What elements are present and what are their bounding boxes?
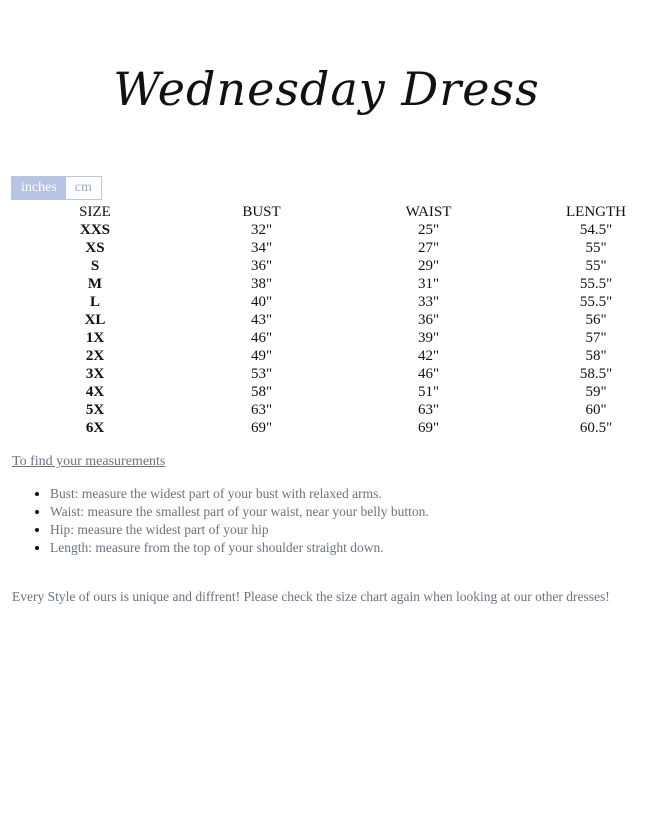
length-cell: 59" xyxy=(585,384,607,400)
page-title: Wednesday Dress xyxy=(113,62,540,116)
size-cell: 5X xyxy=(85,402,105,418)
size-cell: XL xyxy=(84,312,106,328)
unit-toggle xyxy=(11,176,102,200)
size-cell: 1X xyxy=(85,330,105,346)
header-waist: WAIST xyxy=(405,204,452,220)
waist-cell: 29" xyxy=(417,258,440,274)
table-row xyxy=(12,257,653,275)
bust-cell: 38" xyxy=(250,276,273,292)
length-cell: 55.5" xyxy=(579,294,613,310)
size-cell: 3X xyxy=(85,366,105,382)
waist-cell: 46" xyxy=(417,366,440,382)
size-cell: M xyxy=(87,276,103,292)
length-cell: 55" xyxy=(585,240,607,256)
size-cell: S xyxy=(90,258,100,274)
bust-cell: 40" xyxy=(250,294,273,310)
waist-cell: 36" xyxy=(417,312,440,328)
size-note: Every Style of ours is unique and diffrent! Please check the size chart again when looking at our other dresses! xyxy=(12,589,610,604)
tip-waist: • Waist: measure the smallest part of your waist, near your belly button. xyxy=(50,503,429,521)
waist-cell: 31" xyxy=(417,276,440,292)
length-cell: 55.5" xyxy=(579,276,613,292)
waist-cell: 33" xyxy=(417,294,440,310)
bust-cell: 32" xyxy=(250,222,273,238)
header-length: LENGTH xyxy=(566,204,626,220)
bust-cell: 46" xyxy=(250,330,273,346)
size-cell: L xyxy=(89,294,100,310)
size-chart-table xyxy=(12,203,653,437)
waist-cell: 39" xyxy=(417,330,440,346)
waist-cell: 42" xyxy=(417,348,440,364)
length-cell: 58" xyxy=(585,348,607,364)
table-row xyxy=(12,239,653,257)
tip-length: • Length: measure from the top of your shoulder straight down. xyxy=(50,539,429,557)
table-row xyxy=(12,293,653,311)
table-row xyxy=(12,347,653,365)
length-cell: 57" xyxy=(585,330,607,346)
table-row xyxy=(12,311,653,329)
length-cell: 60.5" xyxy=(579,420,613,436)
bust-cell: 63" xyxy=(250,402,273,418)
bust-cell: 34" xyxy=(250,240,273,256)
measurement-tips-list xyxy=(30,485,429,557)
waist-cell: 63" xyxy=(417,402,440,418)
table-row xyxy=(12,365,653,383)
size-cell: 2X xyxy=(85,348,105,364)
size-cell: 4X xyxy=(85,384,105,400)
bust-cell: 69" xyxy=(250,420,273,436)
bust-cell: 53" xyxy=(250,366,273,382)
bust-cell: 43" xyxy=(250,312,273,328)
table-row xyxy=(12,329,653,347)
bust-cell: 49" xyxy=(250,348,273,364)
size-cell: 6X xyxy=(85,420,105,436)
size-cell: XS xyxy=(85,240,105,256)
unit-cm-button[interactable]: cm xyxy=(66,177,101,199)
waist-cell: 25" xyxy=(417,222,440,238)
length-cell: 55" xyxy=(585,258,607,274)
table-row xyxy=(12,401,653,419)
table-row xyxy=(12,383,653,401)
table-row xyxy=(12,275,653,293)
bust-cell: 58" xyxy=(250,384,273,400)
unit-inches-button[interactable]: inches xyxy=(12,177,66,199)
table-row xyxy=(12,221,653,239)
waist-cell: 69" xyxy=(417,420,440,436)
waist-cell: 51" xyxy=(417,384,440,400)
size-cell: XXS xyxy=(79,222,110,238)
tip-bust: • Bust: measure the widest part of your bust with relaxed arms. xyxy=(50,485,429,503)
table-row xyxy=(12,419,653,437)
header-size: SIZE xyxy=(79,204,111,220)
measurements-link[interactable]: To find your measurements xyxy=(12,454,166,469)
tip-hip: • Hip: measure the widest part of your hip xyxy=(50,521,429,539)
length-cell: 60" xyxy=(585,402,607,418)
length-cell: 54.5" xyxy=(579,222,613,238)
header-bust: BUST xyxy=(242,204,281,220)
table-header-row xyxy=(12,203,653,221)
length-cell: 58.5" xyxy=(579,366,613,382)
waist-cell: 27" xyxy=(417,240,440,256)
length-cell: 56" xyxy=(585,312,607,328)
bust-cell: 36" xyxy=(250,258,273,274)
